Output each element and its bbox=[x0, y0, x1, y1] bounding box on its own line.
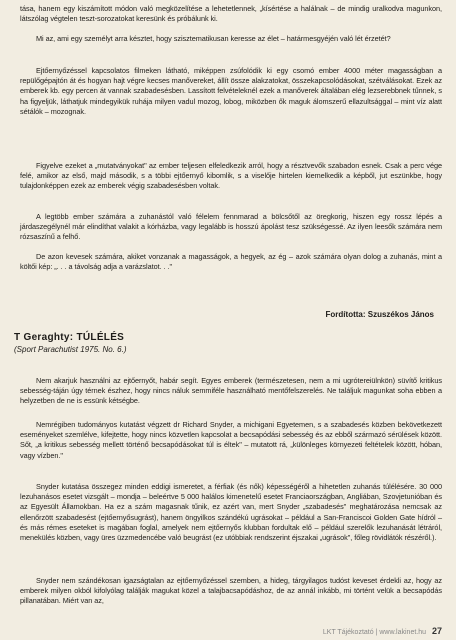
paragraph: Nemrégiben tudományos kutatást végzett dr Richard Snyder, a michigani Egyetemen, s a szabadesés közben bekövetkezett eseményeket szemlélve, kifejtette, hogy nincs közvetlen kapcsolat a becsapódási sebesség és az ebből származó sérülések között. Sőt, „a kritikus sebesség mellett történő becsapódásokat túl is éltek" – mutatott rá, „különleges környezeti feltételek között, hóban, vagy vízben." bbox=[20, 420, 442, 460]
paragraph: Snyder kutatása összegez minden eddigi ismeretet, a férfiak (és nők) képességéről a hihetetlen zuhanás túlélésére. 30 000 lezuhanásos esetet vizsgált – mondja – beleértve 5 000 halálos kimenetelű esetet Franciaországban, Angliában, Szovjetunióban és az Egyesült Államokban. Ha ez a szám magasnak tűnik, ez azért van, mert Snyder „szabadesés" meghatározása nemcsak az ellenőrzött szabadesést (ejtőernyősugrást), hanem öngyilkos szándékú ugrásokat – például a San-Franciscoi Golden Gate hídról – és más rémes eseteket is magában foglal, amelyek nem ejtőernyős klubban fordultak elő – például szerelők lezuhanását létráról, menekülés közben, vagy üres üzzmedencébe való beugrást (ez utóbbiak rendszerint éjszakai „ugrások", főleg rövidlátók részéről.). bbox=[20, 482, 442, 543]
paragraph: Mi az, ami egy személyt arra késztet, hogy szisztematikusan keresse az élet – határmesgyéjén való lét érzetét? bbox=[36, 34, 391, 43]
paragraph: tása, hanem egy kiszámított módon való megközelítése a lehetetlennek, „kísértése a halálnak – de mindig uralkodva magunkon, látszólag végtelen teszt-sorozatokat keresünk és próbálunk ki. bbox=[20, 4, 442, 24]
page-footer bbox=[323, 626, 442, 636]
paragraph: A legtöbb ember számára a zuhanástól való félelem fennmarad a bölcsőtől az öregkorig, hiszen egy rossz lépés a járdaszegélynél már elindíthat valakit a kórházba, vagy legalább is hosszú ápolást tesz szükségessé. Az ilyen leesők számára nem rózsaszínű a felhő. bbox=[20, 212, 442, 242]
paragraph: De azon kevesek számára, akiket vonzanak a magasságok, a hegyek, az ég – azok számára olyan dolog a zuhanás, mint a költői kép: „. . . a távolság adja a varázslatot. . ." bbox=[20, 252, 442, 272]
translator-signature: Fordította: Szuszékos János bbox=[325, 310, 434, 319]
article-title: T Geraghty: TÚLÉLÉS bbox=[14, 332, 125, 343]
paragraph: Snyder nem szándékosan igazságtalan az ejtőernyőzéssel szemben, a hideg, tárgyilagos tudóst keveset érdekli az, hogy az emberek milyen okból kifolyólag találják magukat közel a talajbacsapódáshoz, de az annál inkább, mi történt velük a becsapódás pillanatában. Miért van az, bbox=[20, 576, 442, 606]
paragraph: Ejtőernyőzéssel kapcsolatos filmeken látható, miképpen zsúfolódik ki egy csomó ember 4000 méter magasságban a repülőgépajtón át és hogyan hajt végre kecses manővereket, állít össze alakzatokat, összekapcsolódásokat, szétválásokat. Ezek az emberek kb. egy percen át vannak szabadesésben. Lassított felvételeknél ezek a manőverek általában elég lezserebbnek tűnnek, s ha figyeljük, láthatjuk mindegyikük ruhája milyen vadul mozog, lobog, miközben ők maguk álomszerű ellazultsággal – mint víz alatt sétálók – mozognak. bbox=[20, 66, 442, 116]
page-number: 27 bbox=[431, 626, 442, 636]
article-source: (Sport Parachutist 1975. No. 6.) bbox=[14, 345, 127, 354]
footer-source: LKT Tájékoztató | www.lakinet.hu bbox=[322, 629, 427, 636]
paragraph: Nem akarjuk használni az ejtőernyőt, habár segít. Egyes emberek (természetesen, nem a mi ugrótereiülnkön) süvítő kritikus sebesség-táján úgy térnek észhez, hogy nincs náluk semmiféle használható mentőfelszerelés. Ne találjuk magunkat soha ebben a helyzetben de ne is essünk kétségbe. bbox=[20, 376, 442, 406]
paragraph: Figyelve ezeket a „mutatványokat" az ember teljesen elfeledkezik arról, hogy a résztvevők szabadon esnek. Csak a perc vége felé, amikor az első, majd második, s a többi ejtőernyő kibomlik, s a viselője hirtelen kiemelkedik a képből, jut eszünkbe, hogy tulajdonképpen ezek az emberek végig szabadesésben voltak. bbox=[20, 161, 442, 191]
